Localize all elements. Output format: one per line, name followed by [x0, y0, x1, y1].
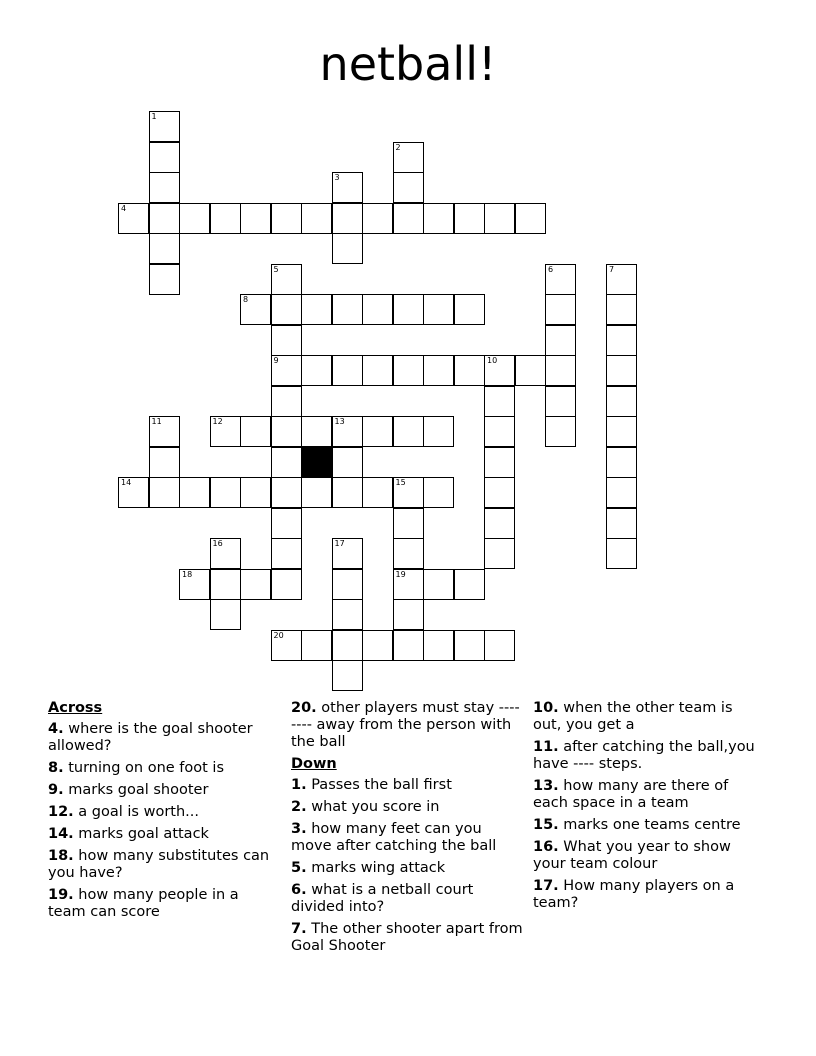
grid-cell[interactable]	[271, 477, 302, 508]
clue-down-3: 3. how many feet can you move after catching the ball	[291, 821, 497, 854]
grid-cell[interactable]	[332, 294, 363, 325]
grid-cell[interactable]	[454, 294, 485, 325]
clue-number: 11	[151, 417, 162, 426]
grid-cell[interactable]	[271, 294, 302, 325]
grid-cell[interactable]	[210, 599, 241, 630]
grid-cell[interactable]	[332, 660, 363, 691]
grid-cell[interactable]	[606, 508, 637, 539]
grid-cell[interactable]	[545, 294, 576, 325]
grid-cell[interactable]	[301, 630, 332, 661]
grid-cell[interactable]	[332, 355, 363, 386]
grid-cell[interactable]	[332, 630, 363, 661]
grid-cell[interactable]	[393, 508, 424, 539]
grid-cell[interactable]	[423, 630, 454, 661]
grid-cell[interactable]	[301, 294, 332, 325]
grid-cell[interactable]	[423, 477, 454, 508]
grid-cell[interactable]	[484, 630, 515, 661]
clue-number: 6	[548, 264, 554, 274]
grid-cell[interactable]	[393, 355, 424, 386]
clue-number: 9	[273, 356, 279, 365]
clue-number: 13	[334, 417, 345, 426]
grid-cell[interactable]	[393, 599, 424, 630]
grid-cell[interactable]	[149, 172, 180, 203]
grid-cell[interactable]	[240, 477, 271, 508]
grid-cell[interactable]	[454, 630, 485, 661]
grid-cell[interactable]	[240, 203, 271, 234]
grid-cell[interactable]	[271, 569, 302, 600]
grid-cell[interactable]	[362, 630, 393, 661]
clue-number: 17	[334, 539, 345, 548]
grid-cell[interactable]	[454, 203, 485, 234]
clue-number: 15	[395, 478, 406, 487]
grid-cell[interactable]	[301, 477, 332, 508]
grid-cell[interactable]	[606, 386, 637, 417]
grid-cell[interactable]	[454, 355, 485, 386]
grid-cell[interactable]	[606, 416, 637, 447]
grid-cell[interactable]	[545, 264, 576, 295]
clue-down-1: 1. Passes the ball first	[291, 777, 452, 793]
clue-down-2: 2. what you score in	[291, 799, 440, 815]
grid-cell[interactable]	[271, 325, 302, 356]
grid-cell[interactable]	[301, 203, 332, 234]
page-title: netball!	[319, 37, 497, 91]
clue-number: 20	[273, 630, 284, 640]
grid-cell[interactable]	[149, 111, 180, 142]
clue-down-5: 5. marks wing attack	[291, 860, 446, 876]
grid-cell[interactable]	[393, 294, 424, 325]
grid-cell[interactable]	[332, 477, 363, 508]
clue-down-13: 13. how many are there of each space in a team	[533, 778, 729, 811]
grid-cell[interactable]	[393, 203, 424, 234]
clue-number: 5	[273, 264, 279, 274]
grid-cell[interactable]	[393, 538, 424, 569]
grid-cell[interactable]	[362, 294, 393, 325]
grid-cell[interactable]	[240, 294, 271, 325]
clue-number: 2	[395, 142, 401, 152]
grid-cell[interactable]	[332, 172, 363, 203]
across-heading: Across	[48, 700, 103, 716]
grid-cell[interactable]	[362, 355, 393, 386]
grid-cell[interactable]	[210, 538, 241, 569]
grid-cell[interactable]	[210, 416, 241, 447]
grid-cell[interactable]	[423, 416, 454, 447]
grid-cell[interactable]	[118, 203, 149, 234]
grid-cell[interactable]	[179, 569, 210, 600]
grid-cell[interactable]	[545, 355, 576, 386]
grid-cell[interactable]	[606, 477, 637, 508]
grid-cell[interactable]	[362, 477, 393, 508]
black-cell	[301, 447, 332, 478]
clue-across-18: 18. how many substitutes can you have?	[48, 848, 270, 881]
clue-down-17: 17. How many players on a team?	[533, 878, 735, 911]
grid-cell[interactable]	[393, 416, 424, 447]
grid-cell[interactable]	[240, 416, 271, 447]
grid-cell[interactable]	[332, 447, 363, 478]
clue-down-10: 10. when the other team is out, you get a	[533, 700, 733, 733]
grid-cell[interactable]	[271, 630, 302, 661]
clue-across-12: 12. a goal is worth...	[48, 804, 199, 820]
grid-cell[interactable]	[271, 355, 302, 386]
grid-cell[interactable]	[210, 569, 241, 600]
grid-cell[interactable]	[362, 416, 393, 447]
grid-cell[interactable]	[484, 355, 515, 386]
grid-cell[interactable]	[179, 477, 210, 508]
grid-cell[interactable]	[545, 416, 576, 447]
clue-number: 14	[121, 478, 132, 487]
grid-cell[interactable]	[149, 264, 180, 295]
grid-cell[interactable]	[484, 538, 515, 569]
grid-cell[interactable]	[332, 538, 363, 569]
grid-cell[interactable]	[484, 386, 515, 417]
grid-cell[interactable]	[393, 172, 424, 203]
grid-cell[interactable]	[271, 264, 302, 295]
grid-cell[interactable]	[606, 447, 637, 478]
clue-number: 16	[212, 539, 223, 548]
clue-number: 18	[182, 569, 193, 579]
grid-cell[interactable]	[332, 599, 363, 630]
grid-cell[interactable]	[149, 416, 180, 447]
clue-number: 10	[487, 356, 498, 365]
clue-number: 12	[212, 417, 223, 426]
clues-column-3	[533, 700, 765, 917]
clue-across-19: 19. how many people in a team can score	[48, 887, 239, 920]
grid-cell[interactable]	[301, 355, 332, 386]
grid-cell[interactable]	[545, 325, 576, 356]
grid-cell[interactable]	[240, 569, 271, 600]
clue-number: 8	[243, 295, 249, 304]
clue-number: 4	[121, 203, 127, 213]
grid-cell[interactable]	[393, 630, 424, 661]
grid-cell[interactable]	[484, 203, 515, 234]
clue-across-20: 20. other players must stay -------- away from the person with the ball	[291, 700, 520, 750]
clues-column-1	[48, 700, 273, 926]
grid-cell[interactable]	[149, 142, 180, 173]
grid-cell[interactable]	[271, 386, 302, 417]
grid-cell[interactable]	[362, 203, 393, 234]
grid-cell[interactable]	[606, 538, 637, 569]
grid-cell[interactable]	[423, 569, 454, 600]
grid-cell[interactable]	[393, 569, 424, 600]
clue-across-14: 14. marks goal attack	[48, 826, 209, 842]
grid-cell[interactable]	[271, 447, 302, 478]
grid-cell[interactable]	[179, 203, 210, 234]
grid-cell[interactable]	[210, 477, 241, 508]
grid-cell[interactable]	[332, 416, 363, 447]
grid-cell[interactable]	[118, 477, 149, 508]
clue-number: 7	[609, 264, 615, 274]
grid-cell[interactable]	[210, 203, 241, 234]
grid-cell[interactable]	[423, 355, 454, 386]
clue-number: 1	[151, 112, 157, 121]
grid-cell[interactable]	[545, 386, 576, 417]
clue-number: 19	[395, 569, 406, 579]
grid-cell[interactable]	[149, 203, 180, 234]
grid-cell[interactable]	[149, 233, 180, 264]
grid-cell[interactable]	[271, 203, 302, 234]
grid-cell[interactable]	[301, 416, 332, 447]
grid-cell[interactable]	[606, 355, 637, 386]
grid-cell[interactable]	[149, 447, 180, 478]
grid-cell[interactable]	[484, 477, 515, 508]
grid-cell[interactable]	[271, 508, 302, 539]
clue-across-4: 4. where is the goal shooter allowed?	[48, 721, 253, 754]
grid-cell[interactable]	[454, 569, 485, 600]
grid-cell[interactable]	[606, 325, 637, 356]
grid-cell[interactable]	[515, 355, 546, 386]
grid-cell[interactable]	[484, 447, 515, 478]
grid-cell[interactable]	[606, 294, 637, 325]
clue-down-11: 11. after catching the ball,you have ---- steps.	[533, 739, 755, 772]
grid-cell[interactable]	[149, 477, 180, 508]
clue-down-15: 15. marks one teams centre	[533, 817, 741, 833]
grid-cell[interactable]	[423, 203, 454, 234]
grid-cell[interactable]	[271, 538, 302, 569]
clues-column-2	[291, 700, 523, 960]
grid-cell[interactable]	[271, 416, 302, 447]
grid-cell[interactable]	[332, 203, 363, 234]
grid-cell[interactable]	[393, 142, 424, 173]
grid-cell[interactable]	[515, 203, 546, 234]
clue-down-16: 16. What you year to show your team colour	[533, 839, 731, 872]
clue-across-9: 9. marks goal shooter	[48, 782, 209, 798]
grid-cell[interactable]	[332, 569, 363, 600]
clue-down-6: 6. what is a netball court divided into?	[291, 882, 474, 915]
grid-cell[interactable]	[332, 233, 363, 264]
grid-cell[interactable]	[484, 416, 515, 447]
clue-down-7: 7. The other shooter apart from Goal Shooter	[291, 921, 523, 954]
grid-cell[interactable]	[606, 264, 637, 295]
clue-number: 3	[334, 173, 340, 182]
grid-cell[interactable]	[484, 508, 515, 539]
grid-cell[interactable]	[393, 477, 424, 508]
grid-cell[interactable]	[423, 294, 454, 325]
down-heading: Down	[291, 756, 337, 772]
clue-across-8: 8. turning on one foot is	[48, 760, 225, 776]
